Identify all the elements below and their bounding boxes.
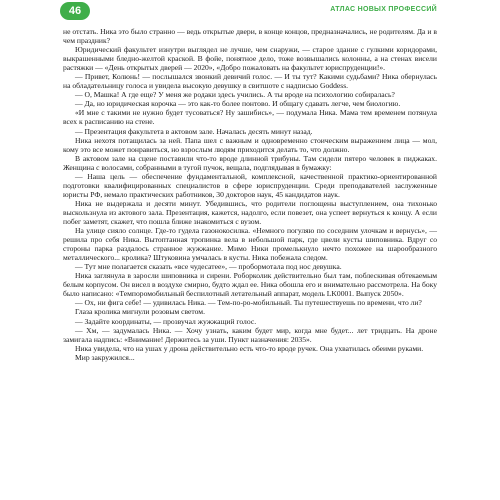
paragraph: Юридический факультет изнутри выглядел не лучше, чем снаружи, — старое здание с гулкими коридорами, выкрашенными бледно-желтой краской. В фойе, понятное дело, тоже возвышались колонны, а на стенах висели растяжки — «День открытых дверей — 2020», «Добро пожаловать на факультет юриспруденции!». — [63, 45, 437, 73]
body-text — [63, 27, 437, 362]
paragraph: — Привет, Колюнь! — послышался звонкий девичий голос. — И ты тут? Какими судьбами? Ника обернулась на обладательницу голоса и увидела высокую девушку в свитшоте с надписью Goddess. — [63, 72, 437, 91]
paragraph: — Задайте координаты, — прозвучал жужжащий голос. — [75, 316, 257, 326]
paragraph: не отстать. Ника это было странно — ведь открытые двери, в конце концов, предназначались, не родителям. Да и в чем праздник? — [63, 27, 437, 46]
paragraph: — Наша цель — обеспечение фундаментальной, комплексной, качественной практико-ориентированной подготовки квалифицированных специалистов в сфере юриспруденции. Среди преподавателей заслуженные юристы РФ, немало практических работников, 30 докторов наук, 45 кандидатов наук. — [63, 171, 437, 199]
paragraph: — Ох, ни фига себе! — удивилась Ника. — Тем-по-ро-мобильный. Ты путешествуешь по времени, что ли? — [75, 298, 422, 308]
page-number-badge: 46 — [60, 2, 90, 20]
paragraph: Ника увидела, что на ушах у дрона действительно есть что-то вроде ручек. Она ухватилась обеими руками. — [75, 343, 424, 353]
paragraph: Ника нехотя потащилась за ней. Папа шел с важным и одновременно стоическим выражением лица — мол, кому это все может понравиться, но взрослым людям приходится делать то, что должно. — [63, 135, 437, 154]
page-header — [0, 0, 500, 22]
paragraph: На улице сияло солнце. Где-то гудела газонокосилка. «Немного погуляю по соседним улочкам и вернусь», — решила про себя Ника. Вытоптанная тропинка вела в небольшой парк, где цвели кусты шиповника. Вдруг со стороны парка раздалось странное жужжание. Мимо Ники промелькнуло нечто похожее на шарообразного металлического... кролика? Штуковина умчалась в кусты. Ника побежала следом. — [63, 226, 437, 263]
paragraph: — Презентация факультета в актовом зале. Началась десять минут назад. — [75, 126, 313, 136]
paragraph: Ника не выдержала и десяти минут. Убедившись, что родители поглощены выступлением, она тихонько выскользнула из актового зала. Презентация, кажется, надолго, если повезет, она успеет вернуться к концу. А если побег заметят, скажет, что пошла ближе знакомиться с вузом. — [63, 198, 437, 226]
paragraph: Глаза кролика мигнули розовым светом. — [75, 307, 205, 317]
paragraph: Мир закружился... — [75, 352, 135, 362]
paragraph: Ника заглянула в заросли шиповника и сирени. Роборколик действительно был там, поблескивая обтекаемым белым корпусом. Он висел в воздухе смирно, будто ждал ее. Ника обошла его и внимательно рассмотрела. На боку было написано: «Темпоромобильный беспилотный летательный аппарат, модель LK0001. Выпуск 2050». — [63, 271, 437, 299]
paragraph: «И мне с такими не нужно будет тусоваться? Ну зашибись», — подумала Ника. Мама тем временем потянула всех к расписанию на стене. — [63, 108, 437, 127]
paragraph: — Хм, — задумалась Ника. — Хочу узнать, каким будет мир, когда мне будет... лет тридцать. На дроне замигала надпись: «Внимание! Держитесь за уши. Пункт назначения: 2035». — [63, 325, 437, 344]
paragraph: — Тут мне полагается сказать «все чудесатее», — пробормотала под нос девушка. — [75, 262, 342, 272]
paragraph: В актовом зале на сцене поставили что-то вроде длинной трибуны. Там сидели пятеро человек в пиджаках. Женщина с волосами, собранными в тугой пучок, вещала, подглядывая в бумажку: — [63, 153, 437, 172]
paragraph: — О, Машка! А где еще? У меня же родаки здесь учились. А ты вроде на психологию собиралась? — [75, 90, 395, 100]
running-title: АТЛАС НОВЫХ ПРОФЕССИЙ — [330, 6, 437, 13]
paragraph: — Да, но юридическая корочка — это как-то более понтово. И общагу сдавать легче, чем биологию. — [75, 99, 401, 109]
